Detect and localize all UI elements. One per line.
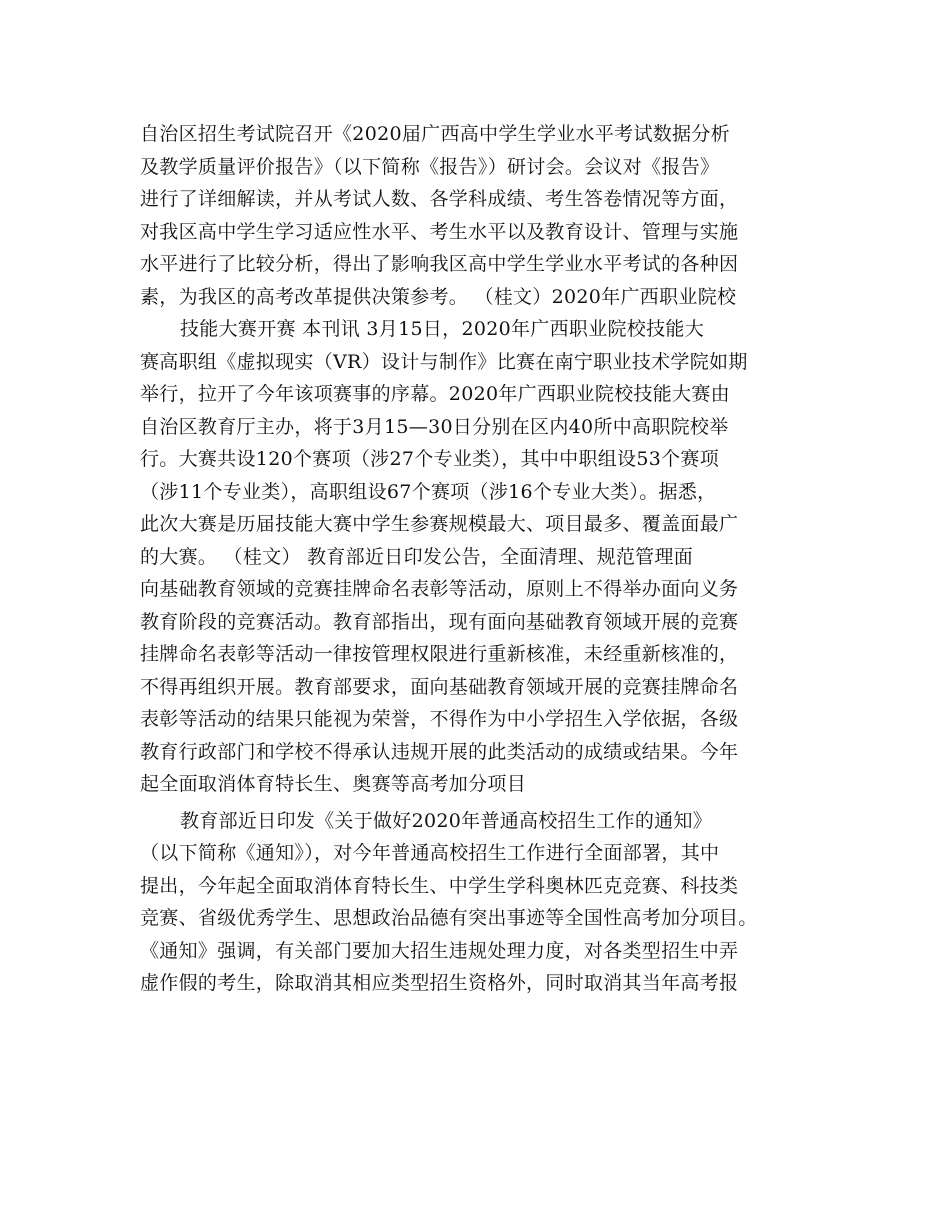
text-line: 的大赛。 （桂文） 教育部近日印发公告，全面清理、规范管理面 bbox=[140, 545, 694, 568]
text-line: 《通知》强调，有关部门要加大招生违规处理力度，对各类型招生中弄 bbox=[140, 939, 739, 962]
text-line: 提出，今年起全面取消体育特长生、中学生学科奥林匹克竞赛、科技类 bbox=[140, 874, 739, 897]
text-line: （以下简称《通知》），对今年普通高校招生工作进行全面部署，其中 bbox=[140, 842, 720, 864]
text-line: 水平进行了比较分析，得出了影响我区高中学生学业水平考试的各种因 bbox=[140, 253, 739, 275]
text-line: 行。大赛共设120个赛项（涉27个专业类），其中中职组设53个赛项 bbox=[140, 448, 720, 470]
text-line: 挂牌命名表彰等活动一律按管理权限进行重新核准，未经重新核准的， bbox=[140, 643, 739, 665]
article-body bbox=[140, 118, 830, 1000]
text-line: 自治区招生考试院召开《2020届广西高中学生学业水平考试数据分析 bbox=[140, 123, 730, 145]
text-line: 对我区高中学生学习适应性水平、考生水平以及教育设计、管理与实施 bbox=[140, 220, 739, 243]
text-line: 教育部近日印发《关于做好2020年普通高校招生工作的通知》 bbox=[180, 809, 713, 832]
text-line: 起全面取消体育特长生、奥赛等高考加分项目 bbox=[140, 773, 527, 795]
text-line: （涉11个专业类），高职组设67个赛项（涉16个专业大类）。据悉， bbox=[140, 480, 717, 503]
text-line: 虚作假的考生，除取消其相应类型招生资格外，同时取消其当年高考报 bbox=[140, 972, 739, 994]
text-line: 进行了详细解读，并从考试人数、各学科成绩、考生答卷情况等方面， bbox=[140, 188, 739, 210]
text-line: 竞赛、省级优秀学生、思想政治品德有突出事迹等全国性高考加分项目。 bbox=[140, 907, 758, 929]
text-line: 技能大赛开赛 本刊讯 3月15日，2020年广西职业院校技能大 bbox=[180, 318, 704, 340]
text-line: 不得再组织开展。教育部要求，面向基础教育领域开展的竞赛挂牌命名 bbox=[140, 675, 739, 698]
text-line: 举行，拉开了今年该项赛事的序幕。2020年广西职业院校技能大赛由 bbox=[140, 383, 730, 405]
text-line: 表彰等活动的结果只能视为荣誉，不得作为中小学招生入学依据，各级 bbox=[140, 708, 739, 730]
text-line: 教育阶段的竞赛活动。教育部指出，现有面向基础教育领域开展的竞赛 bbox=[140, 610, 739, 633]
text-line: 教育行政部门和学校不得承认违规开展的此类活动的成绩或结果。今年 bbox=[140, 740, 739, 763]
text-line: 及教学质量评价报告》（以下简称《报告》）研讨会。会议对《报告》 bbox=[140, 155, 720, 178]
text-line: 赛高职组《虚拟现实（VR）设计与制作》比赛在南宁职业技术学院如期 bbox=[140, 350, 748, 373]
text-line: 此次大赛是历届技能大赛中学生参赛规模最大、项目最多、覆盖面最广 bbox=[140, 513, 739, 535]
text-line: 素，为我区的高考改革提供决策参考。 （桂文）2020年广西职业院校 bbox=[140, 285, 737, 308]
text-line: 向基础教育领域的竞赛挂牌命名表彰等活动，原则上不得举办面向义务 bbox=[140, 578, 739, 600]
text-line: 自治区教育厅主办，将于3月15—30日分别在区内40所中高职院校举 bbox=[140, 415, 729, 438]
